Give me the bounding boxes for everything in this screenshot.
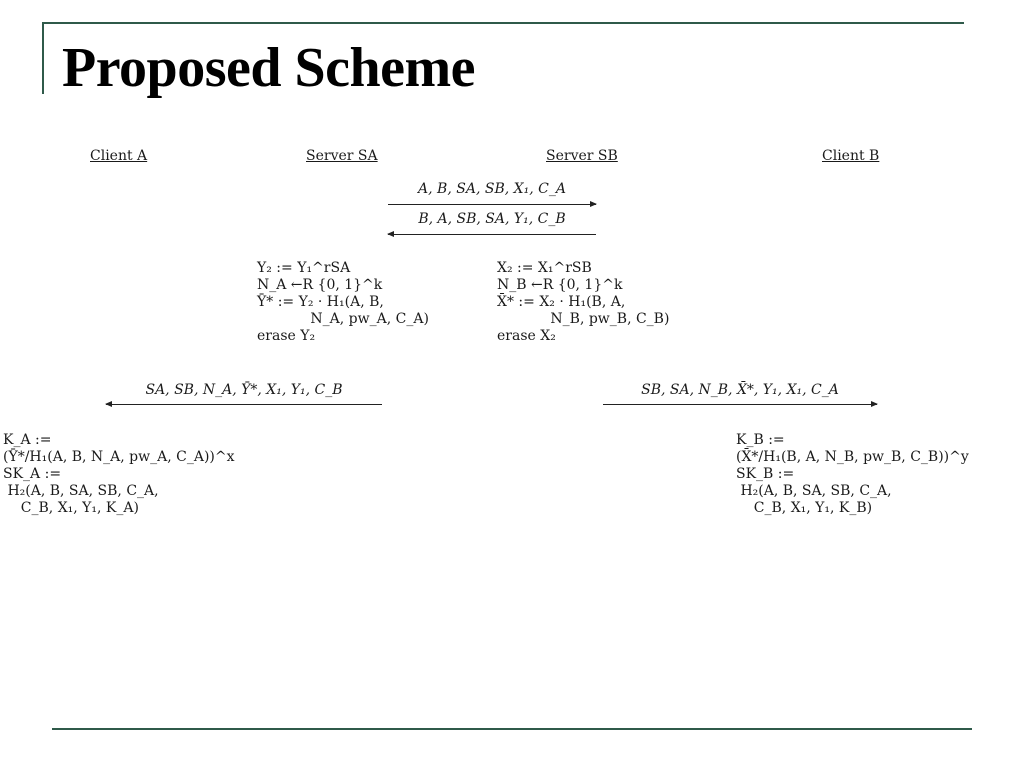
arrow-sa-to-sb [388,204,596,205]
left-rule [42,22,44,94]
party-client-b: Client B [822,148,880,164]
arrow-sb-to-sa [388,234,596,235]
party-server-sb: Server SB [546,148,618,164]
client-b-computation: K_B := (X̄*/H₁(B, A, N_B, pw_B, C_B))^y SK_B := H₂(A, B, SA, SB, C_A, C_B, X₁, Y₁, K_B) [736,432,969,516]
server-sb-computation: X₂ := X₁^rSB N_B ←R {0, 1}^k X̄* := X₂ · H₁(B, A, N_B, pw_B, C_B) erase X₂ [497,260,670,344]
party-client-a: Client A [90,148,148,164]
message-sa-to-client-a: SA, SB, N_A, Ȳ*, X₁, Y₁, C_B [145,382,343,398]
message-sa-to-sb: A, B, SA, SB, X₁, C_A [418,181,566,197]
client-a-computation: K_A := (Ȳ*/H₁(A, B, N_A, pw_A, C_A))^x SK_A := H₂(A, B, SA, SB, C_A, C_B, X₁, Y₁, K_A) [3,432,235,516]
top-rule [42,22,964,24]
arrow-sb-to-client-b [603,404,877,405]
server-sa-computation: Y₂ := Y₁^rSA N_A ←R {0, 1}^k Ȳ* := Y₂ · H₁(A, B, N_A, pw_A, C_A) erase Y₂ [257,260,429,344]
arrow-sa-to-client-a [106,404,382,405]
message-sb-to-client-b: SB, SA, N_B, X̄*, Y₁, X₁, C_A [641,382,839,398]
party-server-sa: Server SA [306,148,378,164]
message-sb-to-sa: B, A, SB, SA, Y₁, C_B [418,211,566,227]
slide-title: Proposed Scheme [62,37,475,99]
bottom-rule [52,728,972,730]
